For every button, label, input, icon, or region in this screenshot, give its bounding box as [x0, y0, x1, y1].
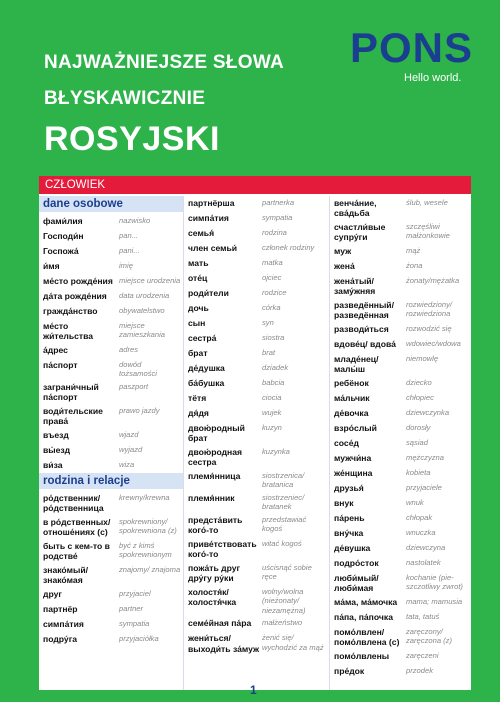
vocab-row [39, 563, 183, 587]
polish-translation: przodek [406, 665, 434, 675]
polish-translation: miejsce zamieszkania [119, 320, 166, 339]
polish-translation: zaręczeni [406, 650, 439, 660]
polish-translation: dziadek [262, 362, 289, 372]
polish-translation: obywatelstwo [119, 305, 165, 315]
russian-term: семья́ [188, 227, 215, 238]
polish-translation: spokrewniony/ spokrewniona (z) [119, 516, 177, 535]
vocab-row [184, 241, 329, 256]
russian-term: ребёнок [334, 377, 369, 388]
polish-translation: przyjaciel [119, 588, 151, 598]
vocab-row [39, 380, 183, 404]
slogan: Hello world. [404, 72, 462, 84]
vocab-row [39, 617, 183, 632]
polish-translation: dziewczyna [406, 542, 446, 552]
vocab-row [39, 229, 183, 244]
vocab-row [184, 376, 329, 391]
russian-term: сын [188, 317, 206, 328]
russian-term: ме́сто рожде́ния [43, 275, 113, 286]
russian-term: мужчи́на [334, 452, 372, 463]
russian-term: предста́вить кого́-то [188, 514, 243, 535]
vocab-row [330, 220, 471, 244]
vocab-row [184, 513, 329, 537]
russian-term: ба́бушка [188, 377, 225, 388]
russian-term: разведённый/ разведённая [334, 299, 394, 320]
vocab-row [330, 541, 471, 556]
pons-logo: PONS [350, 24, 474, 71]
russian-term: двою́родная сестра [188, 446, 243, 467]
russian-term: вну́чка [334, 527, 364, 538]
polish-translation: witać kogoś [262, 538, 302, 548]
polish-translation: wolny/wolna (nieżonaty/ niezamężna) [262, 586, 306, 615]
vocab-row [39, 289, 183, 304]
russian-term: помо́лвлены [334, 650, 390, 661]
category-header: CZŁOWIEK [39, 176, 471, 194]
vocab-row [184, 491, 329, 513]
russian-term: знако́мый/ знако́мая [43, 564, 89, 585]
vocab-row [39, 358, 183, 380]
polish-translation: niemowlę [406, 353, 439, 363]
russian-term: помо́лвлен/ помо́лвлена (с) [334, 626, 400, 647]
polish-translation: prawo jazdy [119, 405, 160, 415]
vocab-row [330, 511, 471, 526]
polish-translation: ślub, wesele [406, 197, 448, 207]
russian-term: симпа́тия [188, 212, 229, 223]
russian-term: пожа́ть друг дру́гу ру́ки [188, 562, 241, 583]
vocab-row [330, 556, 471, 571]
vocab-row [330, 274, 471, 298]
russian-term: ме́сто жи́тельства [43, 320, 94, 341]
russian-term: ро́дственник/ ро́дственница [43, 492, 104, 513]
vocab-row [184, 421, 329, 445]
russian-term: води́тельские права́ [43, 405, 103, 426]
vocab-row [330, 298, 471, 322]
russian-term: де́душка [188, 362, 225, 373]
vocab-row [39, 458, 183, 473]
polish-translation: sympatia [119, 618, 150, 628]
polish-translation: krewny/krewna [119, 492, 170, 502]
vocab-row [330, 322, 471, 337]
vocab-row [330, 259, 471, 274]
russian-term: племя́нник [188, 492, 235, 503]
vocab-row [330, 391, 471, 406]
vocab-row [39, 428, 183, 443]
vocab-row [39, 343, 183, 358]
polish-translation: miejsce urodzenia [119, 275, 181, 285]
vocab-row [330, 451, 471, 466]
polish-translation: przedstawiać kogoś [262, 514, 307, 533]
vocabulary-sheet [39, 176, 471, 690]
polish-translation: imię [119, 260, 133, 270]
polish-translation: być z kimś spokrewnionym [119, 540, 172, 559]
russian-term: да́та рожде́ния [43, 290, 107, 301]
russian-term: симпа́тия [43, 618, 84, 629]
vocab-row [184, 301, 329, 316]
russian-term: разводи́ться [334, 323, 389, 334]
vocab-row [184, 331, 329, 346]
column-2 [183, 196, 329, 690]
vocab-row [330, 337, 471, 352]
russian-term: счастли́вые супру́ги [334, 221, 386, 242]
polish-translation: kochanie (pie-szczotliwy zwrot) [406, 572, 463, 591]
vocab-row [39, 602, 183, 617]
polish-translation: znajomy/ znajoma [119, 564, 181, 574]
polish-translation: babcia [262, 377, 285, 387]
vocab-row [39, 404, 183, 428]
russian-term: муж [334, 245, 352, 256]
russian-term: жени́ться/ выходи́ть за́муж [188, 633, 260, 654]
vocab-row [184, 196, 329, 211]
vocab-row [184, 537, 329, 561]
polish-translation: rozwiedziony/ rozwiedziona [406, 299, 453, 318]
vocab-row [330, 352, 471, 376]
vocab-row [184, 271, 329, 286]
russian-term: въезд [43, 429, 69, 440]
polish-translation: kobieta [406, 467, 431, 477]
polish-translation: szczęśliwi małżonkowie [406, 221, 450, 240]
russian-term: оте́ц [188, 272, 208, 283]
russian-term: венча́ние, сва́дьба [334, 197, 377, 218]
polish-translation: wyjazd [119, 444, 143, 454]
vocab-row [330, 244, 471, 259]
vocab-row [330, 466, 471, 481]
polish-translation: kuzynka [262, 446, 290, 456]
vocab-row [184, 469, 329, 491]
russian-term: сосе́д [334, 437, 359, 448]
vocab-row [184, 406, 329, 421]
vocab-row [330, 481, 471, 496]
vocab-row [184, 585, 329, 617]
vocab-row [39, 304, 183, 319]
polish-translation: wjazd [119, 429, 139, 439]
polish-translation: siostrzenica/ bratanica [262, 470, 305, 489]
russian-term: Госпожа́ [43, 245, 79, 256]
russian-term: ма́льчик [334, 392, 370, 403]
vocab-row [39, 244, 183, 259]
polish-translation: rozwodzić się [406, 323, 452, 333]
polish-translation: paszport [119, 381, 149, 391]
vocab-row [184, 211, 329, 226]
russian-term: люби́мый/ люби́мая [334, 572, 379, 593]
polish-translation: pani... [119, 245, 140, 255]
polish-translation: małżeństwo [262, 618, 303, 627]
language-title: ROSYJSKI [44, 120, 220, 158]
polish-translation: członek rodziny [262, 242, 315, 252]
vocab-row [184, 617, 329, 632]
russian-term: дочь [188, 302, 209, 313]
title-line-1: NAJWAŻNIEJSZE SŁOWA [44, 52, 285, 73]
vocab-row [184, 226, 329, 241]
russian-term: и́мя [43, 260, 60, 271]
polish-translation: nastolatek [406, 557, 441, 567]
polish-translation: siostra [262, 332, 285, 342]
vocab-row [330, 436, 471, 451]
vocab-row [330, 664, 471, 679]
column-1 [39, 196, 183, 690]
polish-translation: dorosły [406, 422, 431, 432]
vocab-row [184, 346, 329, 361]
vocab-row [330, 406, 471, 421]
polish-translation: partner [119, 603, 144, 613]
polish-translation: córka [262, 302, 281, 312]
vocab-row [39, 515, 183, 539]
polish-translation: sąsiad [406, 437, 428, 447]
russian-term: тётя [188, 392, 207, 403]
russian-term: ма́ма, ма́мочка [334, 596, 398, 607]
russian-term: быть с кем-то в родстве́ [43, 540, 110, 561]
russian-term: холостя́к/ холостя́чка [188, 586, 237, 607]
russian-term: друзья́ [334, 482, 364, 493]
vocab-row [184, 256, 329, 271]
vocab-row [330, 625, 471, 649]
polish-translation: sympatia [262, 212, 293, 222]
vocab-row [330, 571, 471, 595]
russian-term: двою́родный брат [188, 422, 245, 443]
polish-translation: wujek [262, 407, 282, 417]
polish-translation: wdowiec/wdowa [406, 338, 461, 348]
russian-term: внук [334, 497, 354, 508]
page-number: 1 [250, 683, 257, 697]
polish-translation: chłopak [406, 512, 433, 522]
polish-translation: tata, tatuś [406, 611, 440, 621]
vocab-row [184, 632, 329, 656]
russian-term: племя́нница [188, 470, 241, 481]
vocab-row [184, 391, 329, 406]
russian-term: приве́тствовать кого́-то [188, 538, 257, 559]
russian-term: де́вушка [334, 542, 371, 553]
vocab-row [330, 376, 471, 391]
polish-translation: przyjaciele [406, 482, 442, 492]
polish-translation: mężczyzna [406, 452, 444, 462]
polish-translation: mąż [406, 245, 421, 255]
vocab-row [39, 259, 183, 274]
russian-term: па́рень [334, 512, 365, 523]
vocab-row [184, 445, 329, 469]
russian-term: вы́езд [43, 444, 71, 455]
russian-term: па́па, па́почка [334, 611, 393, 622]
polish-translation: dziewczynka [406, 407, 450, 417]
polish-translation: adres [119, 344, 138, 354]
russian-term: мать [188, 257, 209, 268]
polish-translation: przyjaciółka [119, 633, 159, 643]
polish-translation: wnuk [406, 497, 424, 507]
russian-term: па́спорт [43, 359, 78, 370]
section-header: dane osobowe [39, 196, 183, 212]
russian-term: гражда́нство [43, 305, 98, 316]
vocab-row [39, 274, 183, 289]
russian-term: заграни́чный па́спорт [43, 381, 99, 402]
polish-translation: nazwisko [119, 215, 151, 225]
russian-term: брат [188, 347, 208, 358]
russian-term: Господи́н [43, 230, 84, 241]
russian-term: де́вочка [334, 407, 369, 418]
vocab-row [330, 649, 471, 664]
russian-term: а́дрес [43, 344, 68, 355]
polish-translation: żenić się/ wychodzić za mąż [262, 633, 324, 652]
russian-term: семе́йная па́ра [188, 618, 252, 628]
vocab-row [39, 443, 183, 458]
vocab-row [39, 632, 183, 647]
russian-term: фами́лия [43, 215, 83, 226]
polish-translation: brat [262, 347, 276, 357]
polish-translation: żonaty/mężatka [406, 275, 460, 285]
russian-term: младе́нец/ малы́ш [334, 353, 379, 374]
vocab-row [39, 539, 183, 563]
vocab-row [39, 491, 183, 515]
polish-translation: chłopiec [406, 392, 434, 402]
polish-translation: zaręczony/ zaręczona (z) [406, 626, 453, 645]
vocab-row [330, 421, 471, 436]
title-line-2: BŁYSKAWICZNIE [44, 88, 206, 109]
polish-translation: ojciec [262, 272, 282, 282]
russian-term: партнёр [43, 603, 78, 614]
russian-term: подру́га [43, 633, 78, 644]
polish-translation: siostrzeniec/ bratanek [262, 492, 305, 511]
russian-term: сестра́ [188, 332, 217, 343]
vocab-row [330, 496, 471, 511]
russian-term: взро́слый [334, 422, 377, 433]
vocab-row [39, 587, 183, 602]
column-3 [329, 196, 471, 690]
russian-term: партнёрша [188, 197, 235, 208]
vocab-row [330, 196, 471, 220]
vocab-row [39, 214, 183, 229]
polish-translation: wnuczka [406, 527, 436, 537]
polish-translation: wiza [119, 459, 135, 469]
polish-translation: dziecko [406, 377, 432, 387]
polish-translation: syn [262, 317, 274, 327]
polish-translation: mama; mamusia [406, 596, 463, 606]
russian-term: подро́сток [334, 557, 379, 568]
polish-translation: data urodzenia [119, 290, 170, 300]
polish-translation: partnerka [262, 197, 295, 207]
polish-translation: uścisnąć sobie ręce [262, 562, 312, 581]
polish-translation: żona [406, 260, 423, 270]
russian-term: вдове́ц/ вдова́ [334, 338, 396, 349]
polish-translation: ciocia [262, 392, 282, 402]
vocab-row [184, 316, 329, 331]
polish-translation: dowód tożsamości [119, 359, 157, 378]
vocab-row [184, 561, 329, 585]
vocab-row [330, 526, 471, 541]
polish-translation: kuzyn [262, 422, 282, 432]
polish-translation: rodzina [262, 227, 287, 237]
section-header: rodzina i relacje [39, 473, 183, 489]
russian-term: жена́тый/ заму́жняя [334, 275, 376, 296]
russian-term: же́нщина [334, 467, 373, 478]
russian-term: роди́тели [188, 287, 229, 298]
russian-term: член семьи́ [188, 242, 238, 253]
polish-translation: matka [262, 257, 283, 267]
russian-term: жена́ [334, 260, 355, 271]
vocab-row [39, 319, 183, 343]
russian-term: ви́за [43, 459, 63, 470]
russian-term: в ро́дственных/ отноше́ниях (с) [43, 516, 111, 537]
russian-term: дя́дя [188, 407, 209, 418]
russian-term: друг [43, 588, 62, 599]
polish-translation: pan... [119, 230, 138, 240]
vocab-row [184, 286, 329, 301]
russian-term: пре́док [334, 665, 365, 676]
vocab-row [330, 595, 471, 610]
vocab-row [330, 610, 471, 625]
polish-translation: rodzice [262, 287, 287, 297]
vocab-row [184, 361, 329, 376]
